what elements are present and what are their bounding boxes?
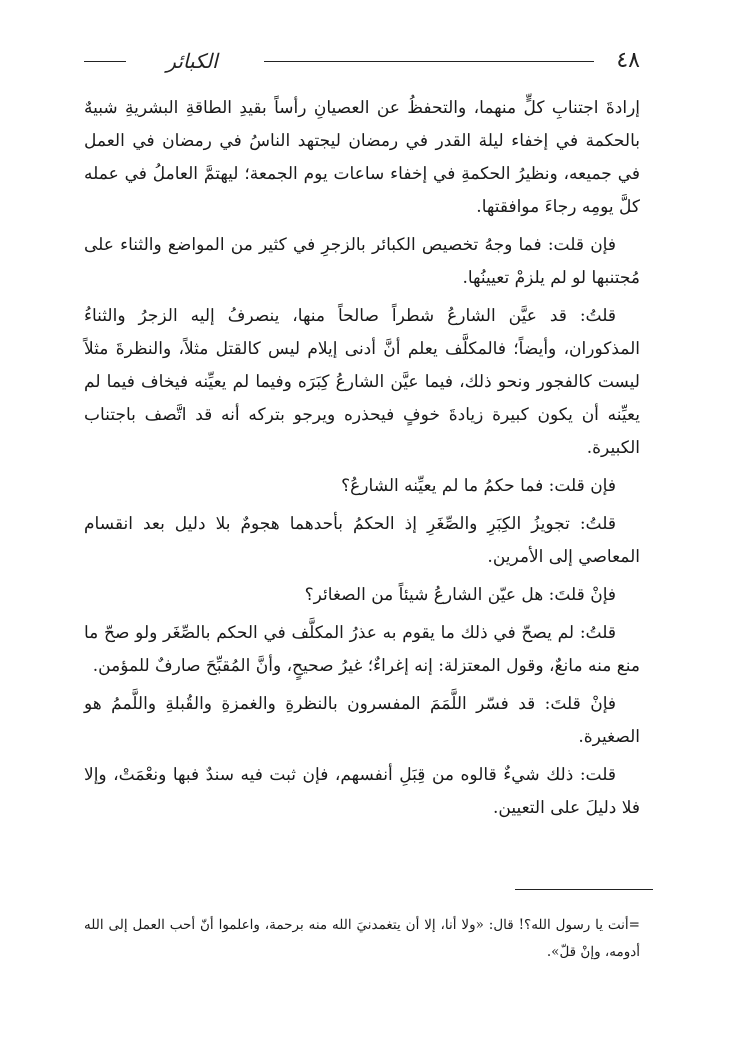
- running-title: الكبائر: [166, 49, 218, 73]
- paragraph-1: إرادةَ اجتنابِ كلٍّ منهما، والتحفظُ عن العصيانِ رأساً بقيدِ الطاقةِ البشريةِ شبيهٌ بالحكمة في إخفاء ليلة القدر في رمضان ليجتهد الناسُ في رمضان في العمل في جميعه، ونظيرُ الحكمةِ في إخفاء ساعات يوم الجمعة؛ ليهتمَّ العاملُ في عمله كلَّ يومِه رجاءَ موافقتها.: [84, 98, 640, 217]
- page-header: [84, 46, 640, 76]
- footnote-divider: [515, 889, 653, 890]
- footnote: =أنت يا رسول الله؟! قال: «ولا أنا، إلا أن يتغمدنيَ الله منه برحمة، واعلموا أنّ أحب العمل إلى الله أدومه، وإنْ قلّ».: [84, 917, 640, 960]
- paragraph-7: قلتُ: لم يصحّ في ذلك ما يقوم به عذرُ المكلَّف في الحكم بالصِّغَر ولو صحّ ما منع منه مانعٌ، وقول المعتزلة: إنه إغراءٌ؛ غيرُ صحيحٍ، وأنَّ المُقبِّحَ صارفٌ للمؤمن.: [84, 623, 640, 676]
- paragraph-3: قلتُ: قد عيَّن الشارعُ شطراً صالحاً منها، ينصرفُ إليه الزجرُ والثناءُ المذكوران، وأيضاً؛ فالمكلَّف يعلم أنَّ أدنى إيلام ليس كالقتل مثلاً، والنظرةَ مثلاً ليست كالفجور ونحو ذلك، فيما عيَّن الشارعُ كِبَرَه وفيما لم يعيِّنه فيخاف فيما لم يعيِّنه أن يكون كبيرة زيادةَ خوفٍ فيحذره ويرجو بتركه أنه قد اتَّصف باجتناب الكبيرة.: [84, 306, 640, 458]
- header-divider-long: [264, 61, 594, 62]
- body-text: [84, 92, 640, 830]
- paragraph-8: فإنْ قلتَ: قد فسّر اللَّمَمَ المفسرون بالنظرةِ والغمزةِ والقُبلةِ واللَّممُ هو الصغيرة.: [84, 694, 640, 747]
- paragraph-5: قلتُ: تجويزُ الكِبَرِ والصِّغَرِ إذ الحكمُ بأحدهما هجومٌ بلا دليل بعد انقسام المعاصي إلى الأمرين.: [84, 514, 640, 567]
- page-number: ٤٨: [616, 48, 640, 73]
- header-divider-short: [84, 61, 126, 62]
- paragraph-4: فإن قلت: فما حكمُ ما لم يعيِّنه الشارعُ؟: [341, 476, 616, 496]
- paragraph-9: قلت: ذلك شيءٌ قالوه من قِبَلِ أنفسهم، فإن ثبت فيه سندٌ فبها ونعْمَتْ، وإلا فلا دليلَ على التعيين.: [84, 765, 640, 818]
- paragraph-6: فإنْ قلتَ: هل عيّن الشارعُ شيئاً من الصغائر؟: [304, 585, 616, 605]
- paragraph-2: فإن قلت: فما وجهُ تخصيص الكبائر بالزجرِ في كثير من المواضع والثناء على مُجتنبها لو لم يلزمْ تعيينُها.: [84, 235, 640, 288]
